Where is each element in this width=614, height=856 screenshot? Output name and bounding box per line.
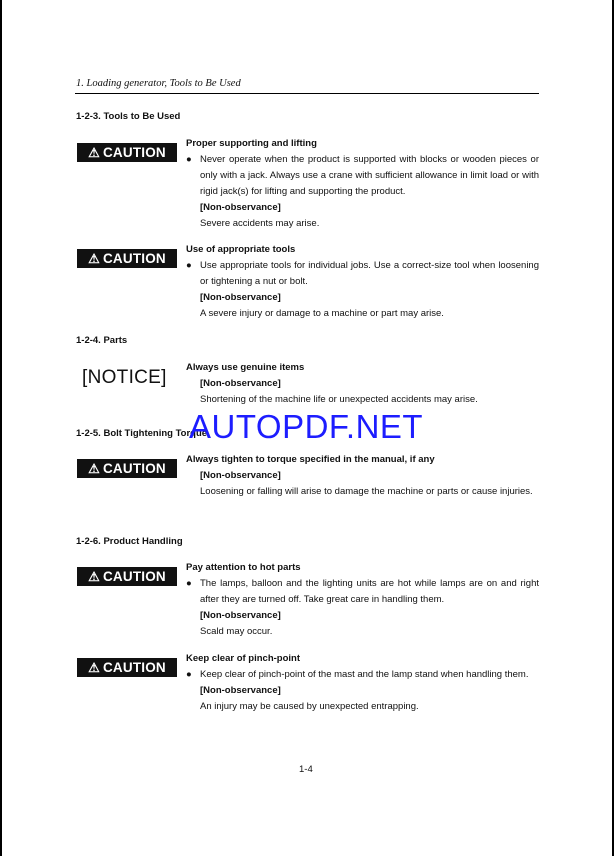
item-pinch xyxy=(186,651,539,715)
item-body-text: Keep clear of pinch-point of the mast and the lamp stand when handling them. xyxy=(200,669,529,680)
item-body xyxy=(186,152,539,200)
item-result: Scald may occur. xyxy=(200,626,273,637)
item-title: Always use genuine items xyxy=(186,362,305,373)
non-observance-label: [Non-observance] xyxy=(200,610,281,621)
page-header: 1. Loading generator, Tools to Be Used xyxy=(76,78,241,89)
warning-triangle-icon: ⚠ xyxy=(88,568,100,584)
item-result: A severe injury or damage to a machine or part may arise. xyxy=(200,308,444,319)
caution-badge xyxy=(77,658,177,677)
bullet-icon: ● xyxy=(186,578,192,589)
item-genuine xyxy=(186,360,539,408)
item-torque xyxy=(186,452,539,500)
caution-label: CAUTION xyxy=(102,251,166,266)
item-title: Proper supporting and lifting xyxy=(186,138,317,149)
section-heading-parts: 1-2-4. Parts xyxy=(76,335,128,346)
bullet-icon: ● xyxy=(186,260,192,271)
item-title: Pay attention to hot parts xyxy=(186,562,301,573)
item-hot xyxy=(186,560,539,640)
item-title: Keep clear of pinch-point xyxy=(186,653,301,664)
caution-label: CAUTION xyxy=(102,461,166,476)
warning-triangle-icon: ⚠ xyxy=(88,144,100,160)
item-result: Shortening of the machine life or unexpected accidents may arise. xyxy=(200,394,478,405)
left-border xyxy=(0,0,2,856)
caution-badge xyxy=(77,143,177,162)
caution-badge xyxy=(77,249,177,268)
caution-badge xyxy=(77,459,177,478)
item-body-text: Use appropriate tools for individual jobs. Use a correct-size tool when loosening or tightening a nut or bolt. xyxy=(200,260,539,287)
item-tools xyxy=(186,242,539,322)
item-body xyxy=(186,576,539,608)
section-heading-bolt: 1-2-5. Bolt Tightening Torque xyxy=(76,428,208,439)
caution-label: CAUTION xyxy=(102,660,166,675)
header-rule xyxy=(75,93,539,94)
item-result: An injury may be caused by unexpected entrapping. xyxy=(200,701,419,712)
item-supporting xyxy=(186,136,539,232)
caution-label: CAUTION xyxy=(102,569,166,584)
item-result: Loosening or falling will arise to damage the machine or parts or cause injuries. xyxy=(200,486,533,497)
warning-triangle-icon: ⚠ xyxy=(88,460,100,476)
item-body xyxy=(186,667,539,683)
section-heading-tools: 1-2-3. Tools to Be Used xyxy=(76,111,181,122)
warning-triangle-icon: ⚠ xyxy=(88,250,100,266)
non-observance-label: [Non-observance] xyxy=(200,470,281,481)
non-observance-label: [Non-observance] xyxy=(200,292,281,303)
bullet-icon: ● xyxy=(186,669,192,680)
item-title: Always tighten to torque specified in the manual, if any xyxy=(186,454,435,465)
item-title: Use of appropriate tools xyxy=(186,244,296,255)
caution-label: CAUTION xyxy=(102,145,166,160)
page-number: 1-4 xyxy=(299,764,313,775)
watermark: AUTOPDF.NET xyxy=(189,408,424,445)
item-result: Severe accidents may arise. xyxy=(200,218,320,229)
non-observance-label: [Non-observance] xyxy=(200,202,281,213)
caution-badge xyxy=(77,567,177,586)
item-body xyxy=(186,258,539,290)
bullet-icon: ● xyxy=(186,154,192,165)
non-observance-label: [Non-observance] xyxy=(200,378,281,389)
warning-triangle-icon: ⚠ xyxy=(88,659,100,675)
section-heading-handling: 1-2-6. Product Handling xyxy=(76,536,183,547)
item-body-text: Never operate when the product is supported with blocks or wooden pieces or only with a jack. Always use a crane with sufficient allowance in limit load or with rigid jack(s) for lifting and supporting the product. xyxy=(200,154,539,197)
non-observance-label: [Non-observance] xyxy=(200,685,281,696)
item-body-text: The lamps, balloon and the lighting units are hot while lamps are on and right after they are turned off. Take great care in handling them. xyxy=(200,578,539,605)
notice-label: [NOTICE] xyxy=(82,367,167,388)
